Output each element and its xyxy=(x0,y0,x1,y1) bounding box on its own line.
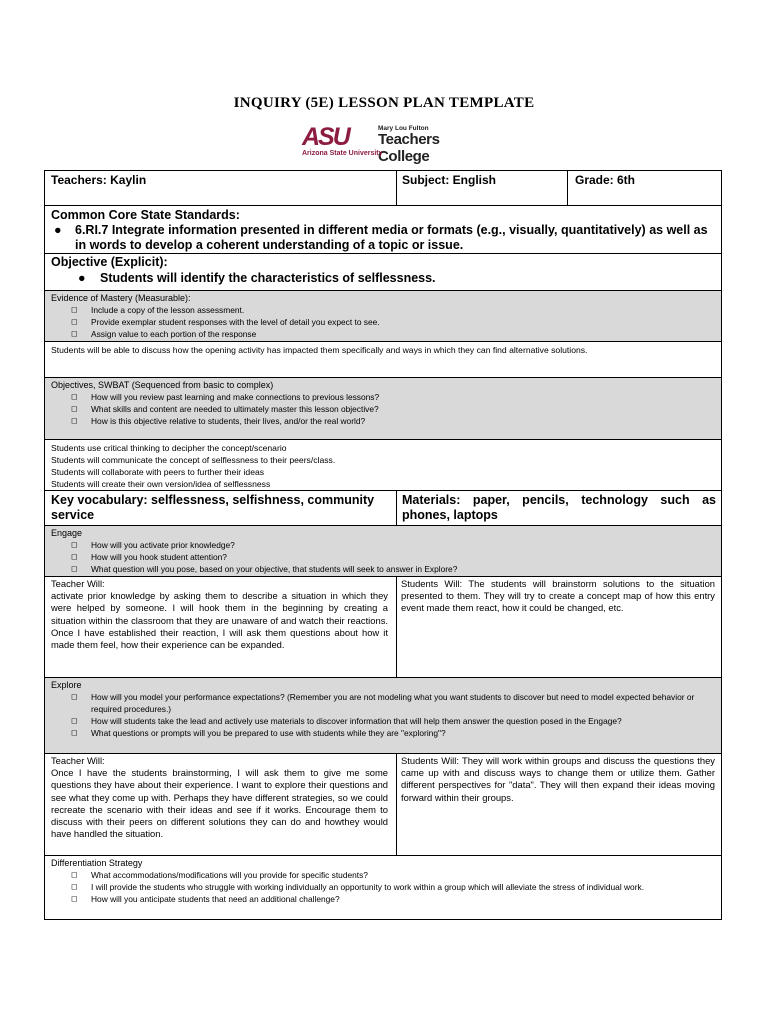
list-item: Students will communicate the concept of selflessness to their peers/class. xyxy=(51,455,336,465)
checkbox-icon: ◻ xyxy=(71,392,78,401)
checkbox-icon: ◻ xyxy=(71,552,78,561)
checkbox-icon: ◻ xyxy=(71,305,78,314)
differentiation-row xyxy=(44,855,722,920)
list-item: ◻ How will you anticipate students that need an additional challenge? xyxy=(71,894,340,904)
swbat-list xyxy=(45,391,379,427)
list-item: ◻ How will you hook student attention? xyxy=(71,552,227,562)
engage-students: Students Will: The students will brainstorm solutions to the situation presented to them. They will try to create a concept map of how this entry event made them react, how it could be changed, etc. xyxy=(401,578,715,614)
checkbox-icon: ◻ xyxy=(71,728,78,737)
list-item: ◻ How will you activate prior knowledge? xyxy=(71,540,235,550)
list-item: Students will collaborate with peers to further their ideas xyxy=(51,467,265,477)
teacher-will-label: Teacher Will: xyxy=(51,578,105,589)
list-item: ◻ What question will you pose, based on your objective, that students will seek to answer in Explore? xyxy=(71,564,458,574)
explore-teacher-text: Once I have the students brainstorming, I will ask them to give me some questions they have about their experience. I want to explore their questions and see what they come up with. Perhaps they have different strategies, so we could recreate the scenario with their ideas and see if it works. Encourage them to discuss with their peers on different solutions they can do and howthey would have handled the situation. xyxy=(51,767,388,840)
list-item: ◻ What questions or prompts will you be prepared to use with students while they are "exploring"? xyxy=(71,728,446,738)
checkbox-icon: ◻ xyxy=(71,416,78,425)
objective-row xyxy=(44,253,722,291)
swbat-answer-row xyxy=(44,439,722,491)
key-vocabulary: Key vocabulary: selflessness, selfishness, community service xyxy=(51,493,375,522)
standards-item: ● 6.RI.7 Integrate information presented in different media or formats (e.g., visually, quantitatively) as well as in words to develop a coherent understanding of a topic or issue. xyxy=(54,223,708,252)
checkbox-icon: ◻ xyxy=(71,870,78,879)
differentiation-heading: Differentiation Strategy xyxy=(51,858,143,868)
explore-students: Students Will: They will work within groups and discuss the questions they came up with and discuss ways to change them or utilize them. Gather different perspectives for "data". They will then expand their ideas moving forward within their groups. xyxy=(401,755,715,803)
list-item: ◻ Provide exemplar student responses with the level of detail you expect to see. xyxy=(71,317,380,327)
engage-answer-row xyxy=(44,576,722,678)
teacher-will-label: Teacher Will: xyxy=(51,755,105,766)
checkbox-icon: ◻ xyxy=(71,692,78,701)
list-item: ◻ Assign value to each portion of the response xyxy=(71,329,257,339)
checkbox-icon: ◻ xyxy=(71,404,78,413)
checkbox-icon: ◻ xyxy=(71,540,78,549)
vocab-row xyxy=(44,490,722,526)
header-row xyxy=(44,170,722,206)
explore-row xyxy=(44,677,722,754)
list-item: ◻ How is this objective relative to students, their lives, and/or the real world? xyxy=(71,416,366,426)
checkbox-icon: ◻ xyxy=(71,716,78,725)
engage-teacher xyxy=(51,578,388,651)
list-item: ◻ How will students take the lead and actively use materials to discover information that will help them answer the question posed in the Engage? xyxy=(71,716,622,726)
mastery-heading: Evidence of Mastery (Measurable): xyxy=(51,293,191,303)
list-item: ◻ How will you model your performance expectations? (Remember you are not modeling what you want students to discover but need to model expected behavior or required procedures.) xyxy=(71,692,695,714)
mastery-list xyxy=(45,304,380,340)
swbat-row xyxy=(44,377,722,440)
asu-logo-mark: ASU xyxy=(302,123,349,151)
asu-logo xyxy=(302,122,472,165)
standards-row xyxy=(44,205,722,254)
checkbox-icon: ◻ xyxy=(71,894,78,903)
mastery-answer: Students will be able to discuss how the opening activity has impacted them specifically and ways in which they can find alternative solutions. xyxy=(51,345,588,355)
checkbox-icon: ◻ xyxy=(71,564,78,573)
differentiation-list xyxy=(45,869,721,905)
engage-list xyxy=(45,539,457,575)
list-item: ◻ What accommodations/modifications will you provide for specific students? xyxy=(71,870,368,880)
list-item: ◻ What skills and content are needed to ultimately master this lesson objective? xyxy=(71,404,379,414)
logo-line-2: Teachers College xyxy=(378,131,440,165)
list-item: ◻ How will you review past learning and make connections to previous lessons? xyxy=(71,392,380,402)
materials: Materials: paper, pencils, technology such as phones, laptops xyxy=(402,493,716,522)
explore-answer-row xyxy=(44,753,722,856)
checkbox-icon: ◻ xyxy=(71,329,78,338)
standards-heading: Common Core State Standards: xyxy=(51,208,240,222)
swbat-answer-list xyxy=(51,442,335,490)
mastery-row xyxy=(44,290,722,342)
checkbox-icon: ◻ xyxy=(71,317,78,326)
subject-cell: Subject: English xyxy=(402,173,497,187)
objective-item: ● Students will identify the characteristics of selflessness. xyxy=(78,271,436,285)
bullet-icon: ● xyxy=(54,223,62,237)
logo-line-3: Arizona State University xyxy=(302,150,383,157)
teachers-cell: Teachers: Kaylin xyxy=(51,173,147,187)
objective-heading: Objective (Explicit): xyxy=(51,255,168,269)
engage-teacher-text: activate prior knowledge by asking them to describe a situation in which they were helped by someone. I will hook them in the beginning by creating a situation within the classroom that they are unaware of and watch their reactions. Once I have established their reaction, I will ask them questions about how it made them feel, how their experience can be expanded. xyxy=(51,590,388,651)
list-item: ◻ Include a copy of the lesson assessment. xyxy=(71,305,245,315)
checkbox-icon: ◻ xyxy=(71,882,78,891)
mastery-answer-row xyxy=(44,341,722,378)
bullet-icon: ● xyxy=(78,271,86,285)
list-item: Students use critical thinking to decipher the concept/scenario xyxy=(51,443,287,453)
swbat-heading: Objectives, SWBAT (Sequenced from basic to complex) xyxy=(51,380,274,390)
engage-row xyxy=(44,525,722,577)
explore-teacher xyxy=(51,755,388,840)
engage-heading: Engage xyxy=(51,528,83,538)
explore-heading: Explore xyxy=(51,680,82,690)
logo-line-1: Mary Lou Fulton xyxy=(378,125,429,132)
page-title: INQUIRY (5E) LESSON PLAN TEMPLATE xyxy=(233,95,535,111)
grade-cell: Grade: 6th xyxy=(575,173,636,187)
list-item: Students will create their own version/idea of selflessness xyxy=(51,479,271,489)
explore-list xyxy=(45,691,721,739)
list-item: ◻ I will provide the students who struggle with working individually an opportunity to work within a group which will alleviate the stress of individual work. xyxy=(71,882,645,892)
